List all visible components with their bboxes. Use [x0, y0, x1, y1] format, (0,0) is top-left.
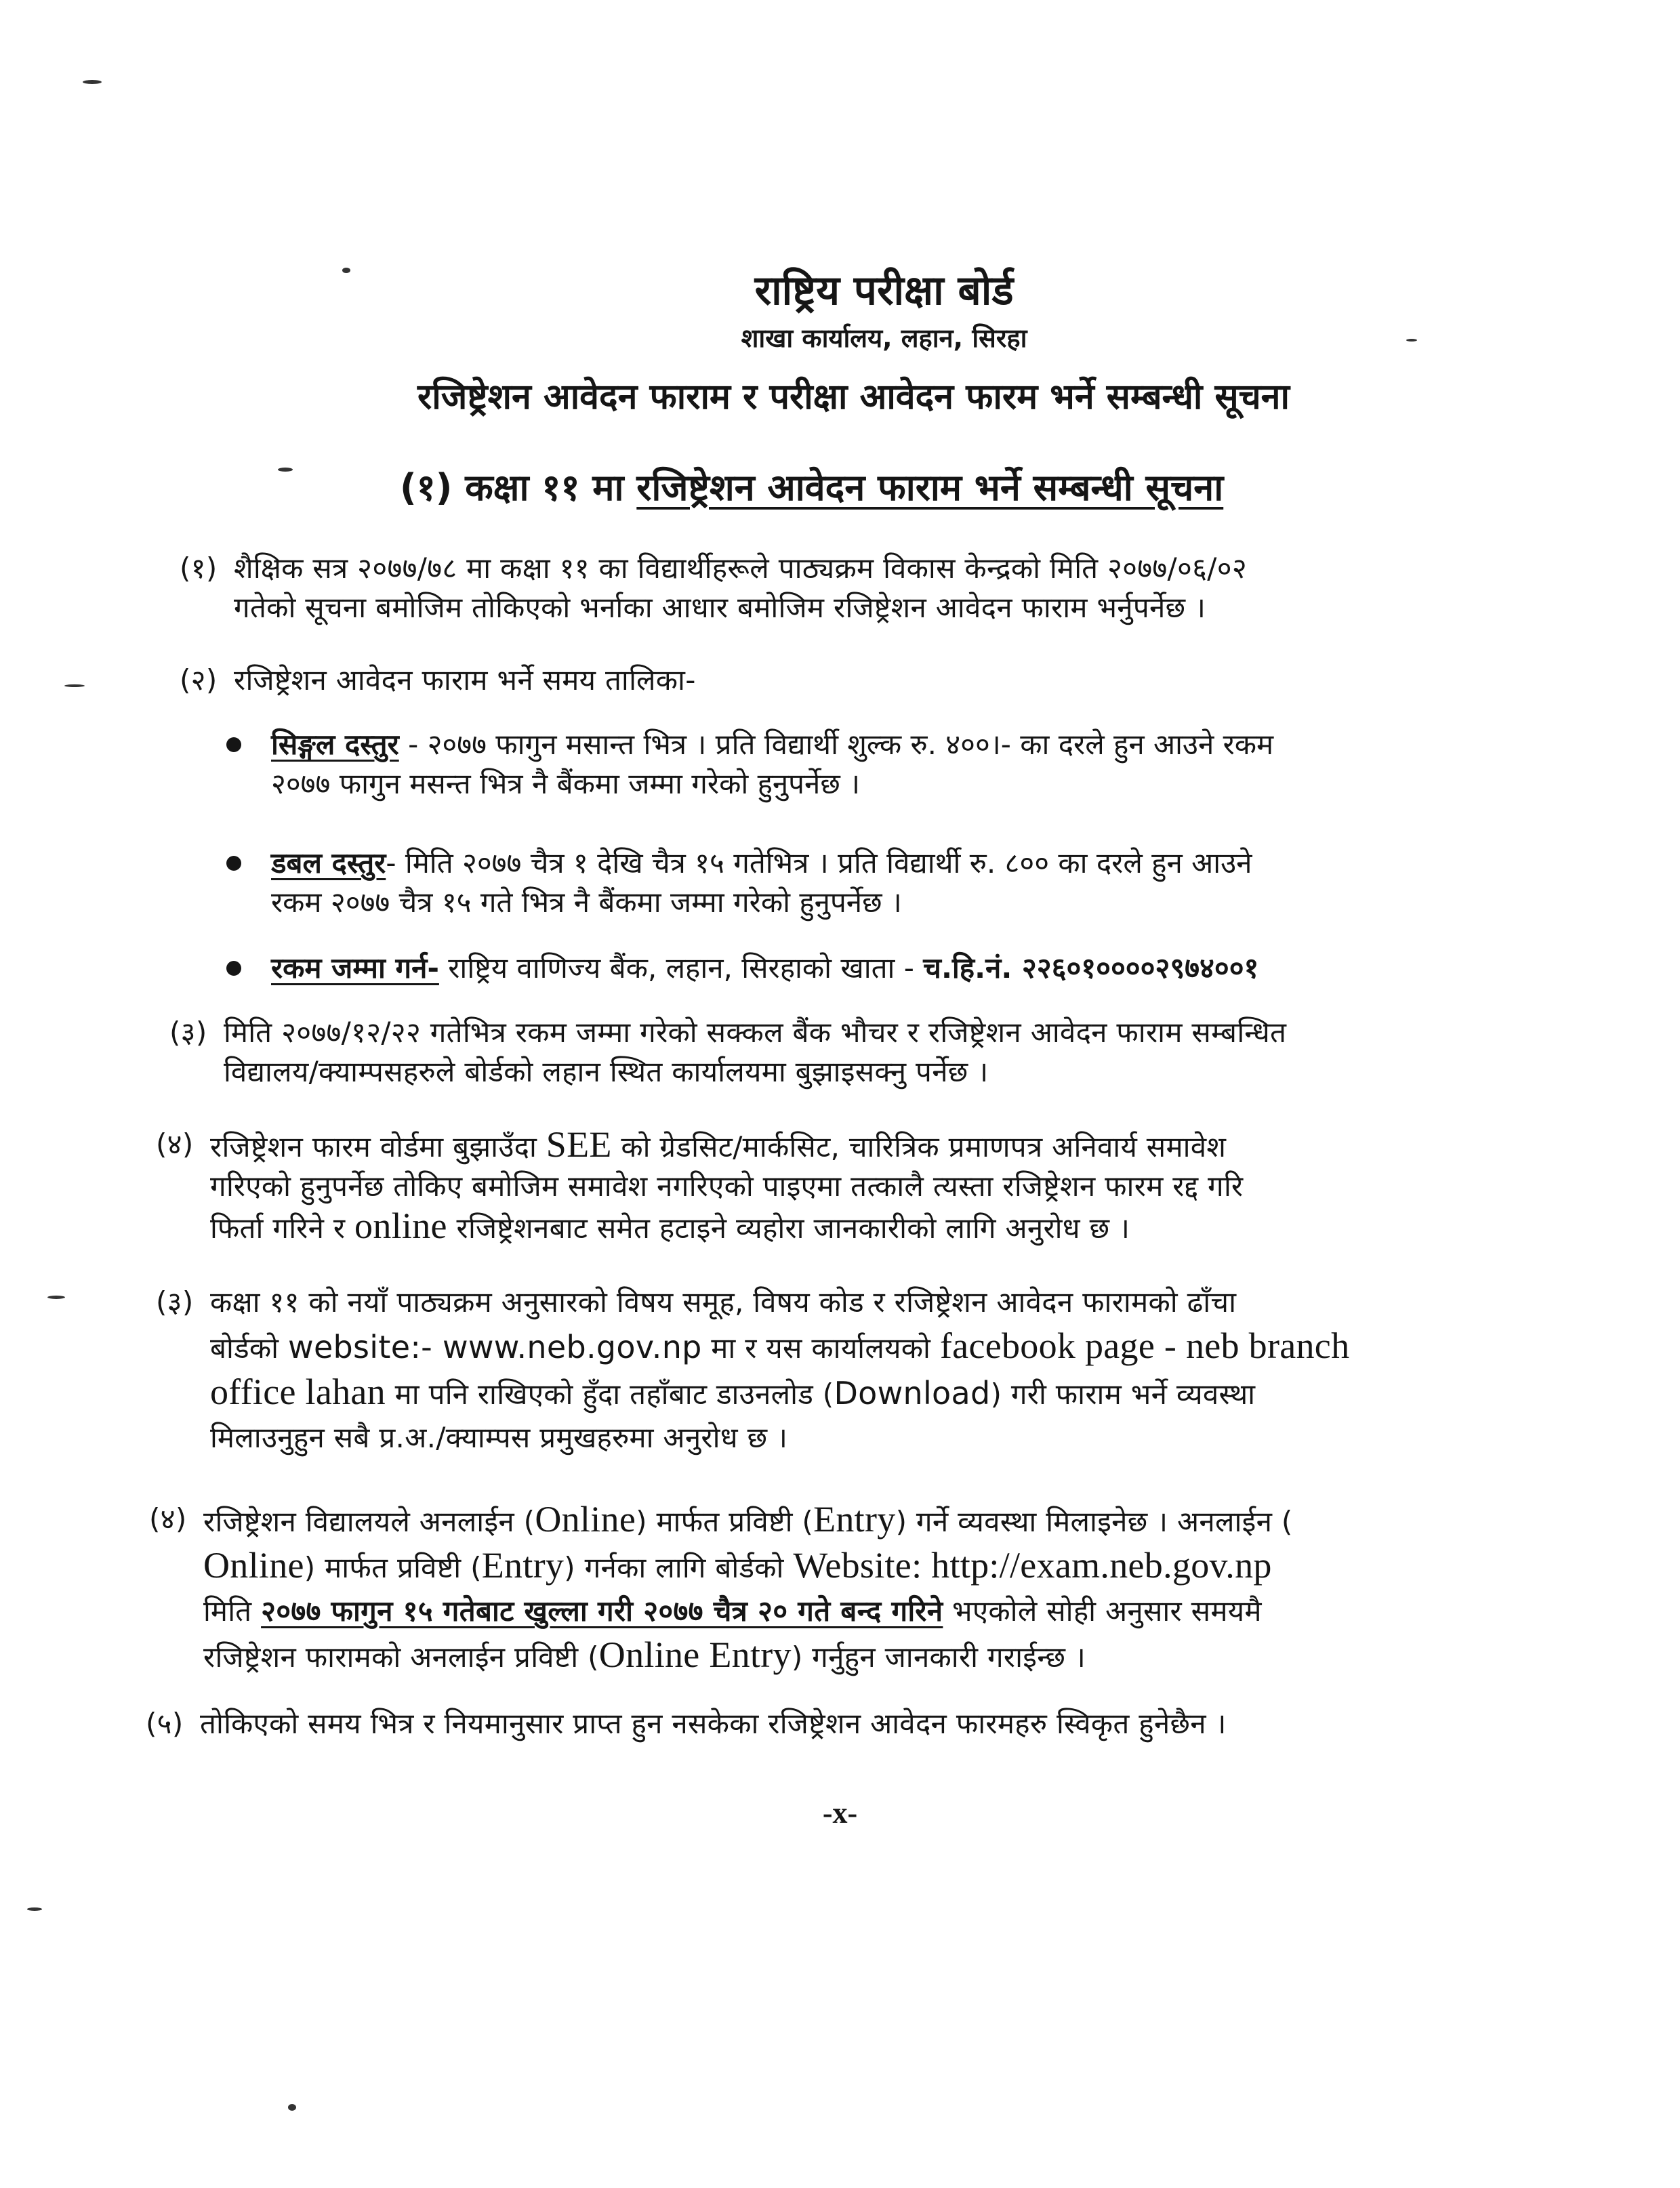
bullet-dot [226, 856, 241, 871]
office-name: शाखा कार्यालय, लहान, सिरहा [741, 323, 1027, 353]
point-line: मिति २०७७/१२/२२ गतेभित्र रकम जम्मा गरेको सक्कल बैंक भौचर र रजिष्ट्रेशन आवेदन फाराम सम्बन्धित [224, 1016, 1287, 1049]
point-text: मा र यस कार्यालयको [701, 1332, 940, 1365]
point-text-latin: Download [834, 1375, 991, 1411]
bullet-deposit [271, 949, 1258, 988]
bullet-dot [226, 737, 241, 752]
bullet-double-fee [271, 844, 1252, 922]
point-text-latin: online [354, 1205, 447, 1246]
bullet-text: - २०७७ फागुन मसान्त भित्र । प्रति विद्यार्थी शुल्क रु. ४००।- का दरले हुन आउने रकम [398, 728, 1274, 761]
bullet-dot [226, 961, 241, 976]
point-number: (३) [169, 1016, 207, 1049]
point-line: मिलाउनुहुन सबै प्र.अ./क्याम्पस प्रमुखहरुमा अनुरोध छ । [210, 1421, 788, 1454]
point-text-emphasis: २०७७ फागुन १५ गतेबाट खुल्ला गरी २०७७ चैत्र २० गते बन्द गरिने [261, 1594, 943, 1628]
point-4 [156, 1124, 1244, 1248]
bullet-text: राष्ट्रिय वाणिज्य बैंक, लहान, सिरहाको खाता - [438, 951, 924, 985]
point-text: को ग्रेडसिट/मार्कसिट, चारित्रिक प्रमाणपत्र अनिवार्य समावेश [611, 1130, 1227, 1163]
point-text: ) गर्नुहुन जानकारी गराईन्छ । [791, 1640, 1086, 1674]
point-text: रजिष्ट्रेशनबाट समेत हटाइने व्यहोरा जानकारीको लागि अनुरोध छ । [447, 1212, 1130, 1245]
scan-speck [27, 1907, 42, 1911]
point-text: मिति [203, 1594, 262, 1628]
point-text: ) गरी फाराम भर्ने व्यवस्था [990, 1378, 1256, 1411]
bullet-text: रकम २०७७ चैत्र १५ गते भित्र नै बैंकमा जम्मा गरेको हुनुपर्नेछ । [271, 886, 902, 919]
point-5 [156, 1281, 1350, 1460]
point-text-latin: Online [203, 1545, 304, 1586]
point-1 [180, 549, 1248, 627]
point-number: (४) [156, 1128, 194, 1161]
point-2 [180, 661, 696, 700]
point-text: ) गर्नका लागि बोर्डको [564, 1551, 794, 1584]
point-number: (४) [149, 1502, 187, 1535]
bullet-text: - मिति २०७७ चैत्र १ देखि चैत्र १५ गतेभित्र । प्रति विद्यार्थी रु. ८०० का दरले हुन आउने [386, 846, 1252, 880]
section-title-underlined: रजिष्ट्रेशन आवेदन फाराम भर्ने सम्बन्धी सूचना [636, 466, 1224, 509]
scan-speck [64, 684, 85, 687]
bullet-single-fee [271, 725, 1273, 804]
point-text-latin: facebook page - neb branch [939, 1325, 1350, 1366]
point-line: शैक्षिक सत्र २०७७/७८ मा कक्षा ११ का विद्यार्थीहरूले पाठ्यक्रम विकास केन्द्रको मिति २०७७/०६/०२ [234, 552, 1248, 585]
point-text: रजिष्ट्रेशन विद्यालयले अनलाईन ( [203, 1505, 535, 1538]
point-text-latin: SEE [546, 1124, 612, 1165]
bullet-label: रकम जम्मा गर्न- [271, 951, 439, 985]
point-line: विद्यालय/क्याम्पसहरुले बोर्डको लहान स्थित कार्यालयमा बुझाइसक्नु पर्नेछ । [224, 1055, 989, 1088]
point-text: ) मार्फत प्रविष्टी ( [636, 1505, 814, 1538]
point-6 [149, 1498, 1293, 1679]
point-text: मा पनि राखिएको हुँदा तहाँबाट डाउनलोड ( [385, 1378, 834, 1411]
scan-speck [278, 468, 293, 472]
section-title [400, 461, 1223, 511]
point-text: रजिष्ट्रेशन फारम वोर्डमा बुझाउँदा [210, 1130, 546, 1163]
account-number: च.हि.नं. २२६०१००००२९७४००१ [923, 951, 1259, 985]
point-number: (१) [180, 552, 218, 585]
point-text-latin: Online [535, 1499, 636, 1540]
point-text-latin: Entry [481, 1545, 565, 1586]
point-text: ) मार्फत प्रविष्टी ( [304, 1551, 482, 1584]
section-title-plain: कक्षा ११ मा [465, 466, 624, 509]
section-number: (१) [400, 466, 453, 509]
point-line: कक्षा ११ को नयाँ पाठ्यक्रम अनुसारको विषय समूह, विषय कोड र रजिष्ट्रेशन आवेदन फारामको ढाँचा [210, 1285, 1237, 1319]
point-line: रजिष्ट्रेशन आवेदन फाराम भर्ने समय तालिका- [234, 663, 696, 697]
point-number: (३) [156, 1285, 194, 1319]
point-text-latin: Online Entry [598, 1634, 792, 1675]
bullet-label: सिङ्गल दस्तुर [271, 728, 399, 761]
point-text: रजिष्ट्रेशन फारामको अनलाईन प्रविष्टी ( [203, 1640, 599, 1674]
point-line: गरिएको हुनुपर्नेछ तोकिए बमोजिम समावेश नगरिएको पाइएमा तत्कालै त्यस्ता रजिष्ट्रेशन फारम रद्द गरि [210, 1170, 1244, 1203]
point-text: भएकोले सोही अनुसार समयमै [943, 1594, 1262, 1628]
point-7 [146, 1704, 1227, 1743]
point-text: ) गर्ने व्यवस्था मिलाइनेछ । अनलाईन ( [895, 1505, 1293, 1538]
point-text: बोर्डको [210, 1332, 289, 1365]
point-line: तोकिएको समय भित्र र नियमानुसार प्राप्त हुन नसकेका रजिष्ट्रेशन आवेदन फारमहरु स्विकृत हुनेछैन । [200, 1707, 1227, 1740]
point-text-latin: Entry [813, 1499, 896, 1540]
notice-title: रजिष्ट्रेशन आवेदन फाराम र परीक्षा आवेदन फारम भर्ने सम्बन्धी सूचना [417, 377, 1290, 417]
point-text-latin: website:- www.neb.gov.np [288, 1329, 702, 1365]
point-text: फिर्ता गरिने र [210, 1212, 355, 1245]
scan-speck [47, 1296, 65, 1299]
org-name: राष्ट्रिय परीक्षा बोर्ड [754, 267, 1014, 314]
point-number: (५) [146, 1707, 184, 1740]
bullet-text: २०७७ फागुन मसन्त भित्र नै बैंकमा जम्मा गरेको हुनुपर्नेछ । [271, 767, 861, 800]
point-3 [169, 1013, 1287, 1092]
bullet-label: डबल दस्तुर [271, 846, 386, 880]
scan-speck [83, 80, 102, 84]
point-text-latin: Website: http://exam.neb.gov.np [793, 1545, 1272, 1586]
point-line: गतेको सूचना बमोजिम तोकिएको भर्नाका आधार बमोजिम रजिष्ट्रेशन आवेदन फाराम भर्नुपर्नेछ । [234, 591, 1206, 624]
scan-speck [288, 2104, 296, 2111]
point-number: (२) [180, 663, 218, 697]
end-mark: -x- [822, 1796, 858, 1830]
point-text-latin: office lahan [210, 1371, 386, 1412]
